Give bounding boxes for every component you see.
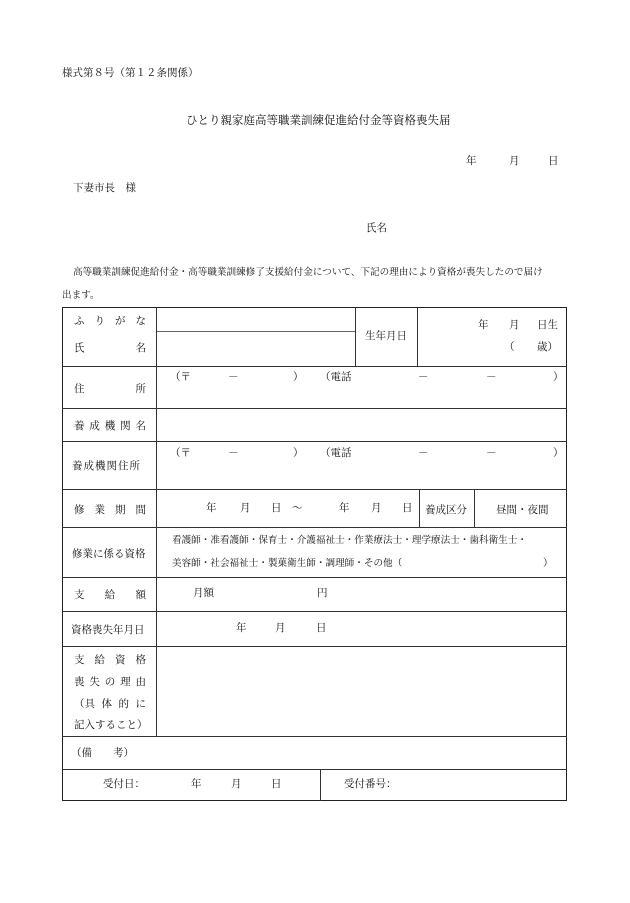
date-year-label: 年	[466, 155, 477, 167]
school-postal-close: ）	[293, 447, 304, 459]
row-line	[62, 769, 567, 770]
period-start-day-tilde: 日 ～	[271, 502, 303, 514]
qualification-options-line1[interactable]: 看護師・准看護師・保育士・介護福祉士・作業療法士・理学療法士・歯科衛生士・	[172, 535, 527, 546]
period-end-day: 日	[402, 502, 413, 514]
address-label: 住 所	[74, 382, 146, 395]
applicant-name-label: 氏名	[366, 222, 387, 234]
period-start-year: 年	[206, 502, 217, 514]
birth-year-label: 年	[478, 319, 489, 331]
col-line	[417, 308, 418, 366]
furigana-field[interactable]	[156, 308, 355, 331]
school-postal-dash: －	[228, 447, 239, 459]
receipt-date-label: 受付日：	[103, 778, 145, 790]
address-postal-dash: －	[228, 371, 239, 383]
school-name-label: 養 成 機 関 名	[74, 419, 146, 432]
reason-label-line2: 喪 失 の 理 由	[74, 675, 146, 688]
address-tel-dash2: －	[486, 371, 497, 383]
receipt-date-year: 年	[191, 778, 202, 790]
school-tel-open: （電話	[320, 447, 352, 459]
row-line	[62, 489, 567, 490]
age-label: 歳）	[537, 341, 558, 353]
school-name-field[interactable]	[156, 408, 566, 441]
payment-monthly-label: 月額	[193, 587, 214, 599]
qualification-options-line2[interactable]: 美容師・社会福祉士・製菓衛生師・調理師・その他（	[172, 558, 403, 569]
period-end-month: 月	[371, 502, 382, 514]
birth-date-label: 生年月日	[365, 329, 407, 342]
category-value[interactable]: 昼間・夜間	[496, 503, 549, 516]
reason-label-line3: （具 体 的 に	[74, 697, 146, 710]
intro-text-line1: 高等職業訓練促進給付金・高等職業訓練修了支援給付金について、下記の理由により資格が喪失したので届け	[73, 267, 543, 278]
period-start-month: 月	[240, 502, 251, 514]
address-tel-open: （電話	[320, 371, 352, 383]
col-line	[355, 308, 356, 366]
loss-date-year: 年	[236, 622, 247, 634]
furigana-label: ふ り が な	[74, 314, 146, 327]
birth-month-label: 月	[509, 319, 520, 331]
row-line	[62, 611, 567, 612]
school-address-label: 養成機関住所	[72, 459, 141, 472]
form-number: 様式第８号（第１２条関係）	[62, 67, 199, 79]
remarks-label: （備 考）	[71, 746, 134, 759]
loss-date-label: 資格喪失年月日	[71, 623, 145, 636]
birth-day-label: 日生	[537, 319, 558, 331]
row-line	[62, 527, 567, 528]
period-end-year: 年	[339, 502, 350, 514]
date-day-label: 日	[548, 155, 559, 167]
name-label: 氏 名	[74, 341, 146, 354]
receipt-date-month: 月	[231, 778, 242, 790]
loss-date-day: 日	[316, 622, 327, 634]
address-tel-close: ）	[553, 371, 564, 383]
col-line	[419, 489, 420, 527]
row-line	[62, 736, 567, 737]
addressee: 下妻市長 様	[73, 182, 136, 194]
qualification-close: ）	[543, 558, 553, 569]
row-line	[62, 441, 567, 442]
receipt-date-day: 日	[271, 778, 282, 790]
reason-field[interactable]	[156, 646, 566, 736]
age-open: （	[504, 341, 515, 353]
receipt-number-label: 受付番号：	[344, 778, 397, 790]
intro-text-line2: 出ます。	[62, 290, 100, 301]
school-tel-dash1: －	[418, 447, 429, 459]
school-postal-open: （〒	[170, 447, 191, 459]
loss-date-month: 月	[275, 622, 286, 634]
address-postal-open: （〒	[170, 371, 191, 383]
col-line	[320, 769, 321, 801]
period-label: 修 業 期 間	[74, 503, 146, 516]
payment-label: 支 給 額	[74, 588, 146, 601]
category-label: 養成区分	[425, 503, 467, 516]
name-field[interactable]	[156, 331, 355, 366]
address-tel-dash1: －	[418, 371, 429, 383]
col-line	[474, 489, 475, 527]
school-tel-close: ）	[553, 447, 564, 459]
qualification-label: 修業に係る資格	[72, 547, 146, 560]
address-postal-close: ）	[293, 371, 304, 383]
reason-label-line1: 支 給 資 格	[74, 653, 146, 666]
form-title: ひとり親家庭高等職業訓練促進給付金等資格喪失届	[186, 113, 451, 127]
payment-yen-label: 円	[317, 587, 328, 599]
row-line	[62, 366, 567, 367]
school-tel-dash2: －	[486, 447, 497, 459]
date-month-label: 月	[509, 155, 520, 167]
row-line	[62, 577, 567, 578]
reason-label-line4: 記入すること）	[74, 718, 148, 731]
